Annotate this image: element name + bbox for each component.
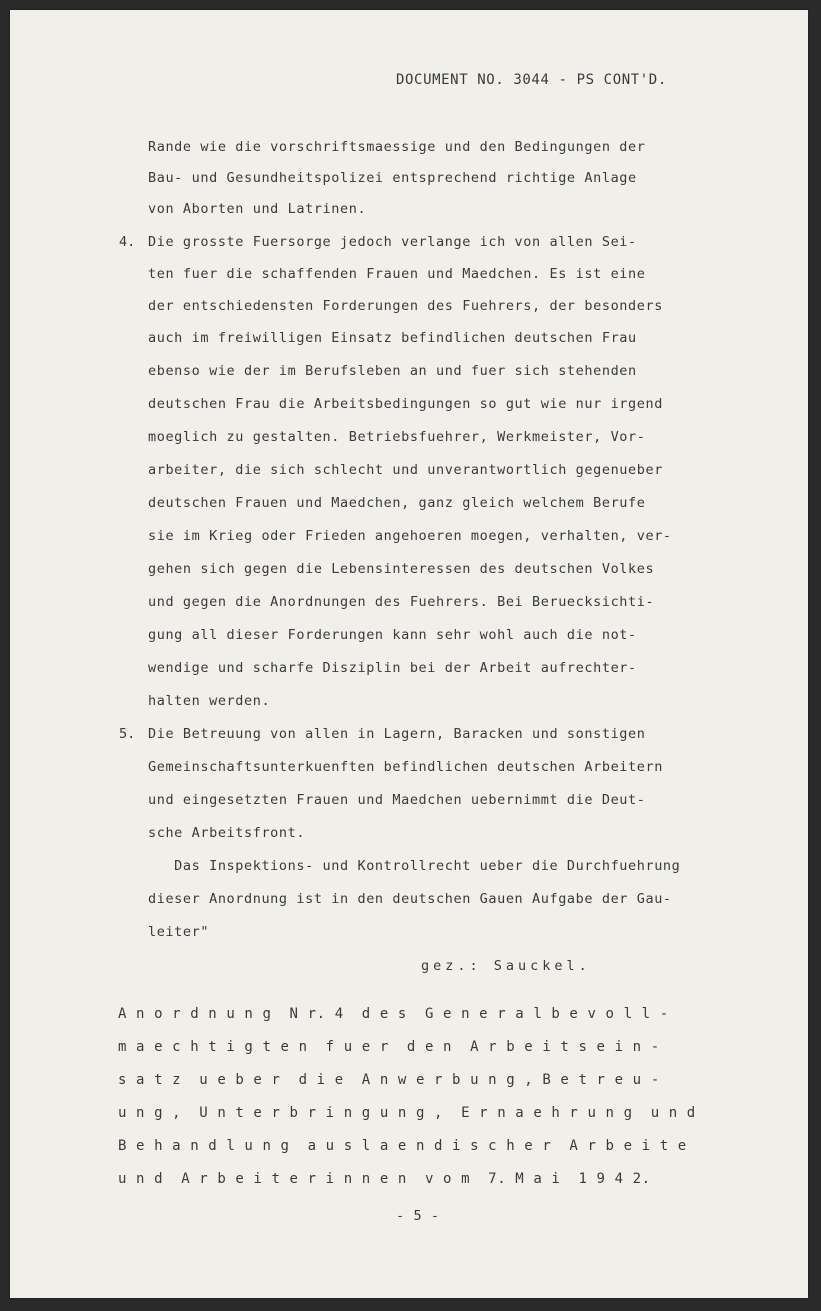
document-header: DOCUMENT NO. 3044 - PS CONT'D.: [396, 72, 667, 88]
title-line: A n o r d n u n g N r. 4 d e s G e n e r a l b e v o l l -: [118, 1006, 669, 1022]
title-line: u n d A r b e i t e r i n n e n v o m 7. M a i 1 9 4 2.: [118, 1171, 651, 1187]
text-line: dieser Anordnung ist in den deutschen Gauen Aufgabe der Gau-: [148, 891, 672, 907]
text-line: deutschen Frauen und Maedchen, ganz gleich welchem Berufe: [148, 495, 646, 511]
text-line: von Aborten und Latrinen.: [148, 201, 367, 217]
text-line: ebenso wie der im Berufsleben an und fuer sich stehenden: [148, 363, 637, 379]
text-line: arbeiter, die sich schlecht und unverantwortlich gegenueber: [148, 462, 663, 478]
text-line: ten fuer die schaffenden Frauen und Maedchen. Es ist eine: [148, 266, 646, 282]
signature: gez.: Sauckel.: [421, 958, 591, 974]
text-line: leiter": [148, 924, 210, 940]
item-number: 4.: [119, 234, 136, 250]
text-line: sie im Krieg oder Frieden angehoeren moegen, verhalten, ver-: [148, 528, 672, 544]
text-line: halten werden.: [148, 693, 271, 709]
text-line: wendige und scharfe Disziplin bei der Arbeit aufrechter-: [148, 660, 637, 676]
text-line: Rande wie die vorschriftsmaessige und den Bedingungen der: [148, 139, 646, 155]
text-line: der entschiedensten Forderungen des Fuehrers, der besonders: [148, 298, 663, 314]
text-line: Die Betreuung von allen in Lagern, Baracken und sonstigen: [148, 726, 646, 742]
item-number: 5.: [119, 726, 136, 742]
text-line: auch im freiwilligen Einsatz befindlichen deutschen Frau: [148, 330, 637, 346]
title-line: B e h a n d l u n g a u s l a e n d i s c h e r A r b e i t e: [118, 1138, 687, 1154]
text-line: Gemeinschaftsunterkuenften befindlichen deutschen Arbeitern: [148, 759, 663, 775]
text-line: Das Inspektions- und Kontrollrecht ueber die Durchfuehrung: [148, 858, 681, 874]
title-line: m a e c h t i g t e n f u e r d e n A r b e i t s e i n -: [118, 1039, 660, 1055]
text-line: Bau- und Gesundheitspolizei entsprechend richtige Anlage: [148, 170, 637, 186]
text-line: moeglich zu gestalten. Betriebsfuehrer, Werkmeister, Vor-: [148, 429, 646, 445]
text-line: Die grosste Fuersorge jedoch verlange ich von allen Sei-: [148, 234, 637, 250]
document-page: [10, 10, 808, 1298]
text-line: und eingesetzten Frauen und Maedchen uebernimmt die Deut-: [148, 792, 646, 808]
text-line: sche Arbeitsfront.: [148, 825, 306, 841]
title-line: s a t z u e b e r d i e A n w e r b u n g , B e t r e u -: [118, 1072, 660, 1088]
title-line: u n g , U n t e r b r i n g u n g , E r n a e h r u n g u n d: [118, 1105, 696, 1121]
text-line: und gegen die Anordnungen des Fuehrers. Bei Beruecksichti-: [148, 594, 655, 610]
page-number: - 5 -: [396, 1208, 440, 1224]
text-line: gehen sich gegen die Lebensinteressen des deutschen Volkes: [148, 561, 655, 577]
text-line: deutschen Frau die Arbeitsbedingungen so gut wie nur irgend: [148, 396, 663, 412]
text-line: gung all dieser Forderungen kann sehr wohl auch die not-: [148, 627, 637, 643]
